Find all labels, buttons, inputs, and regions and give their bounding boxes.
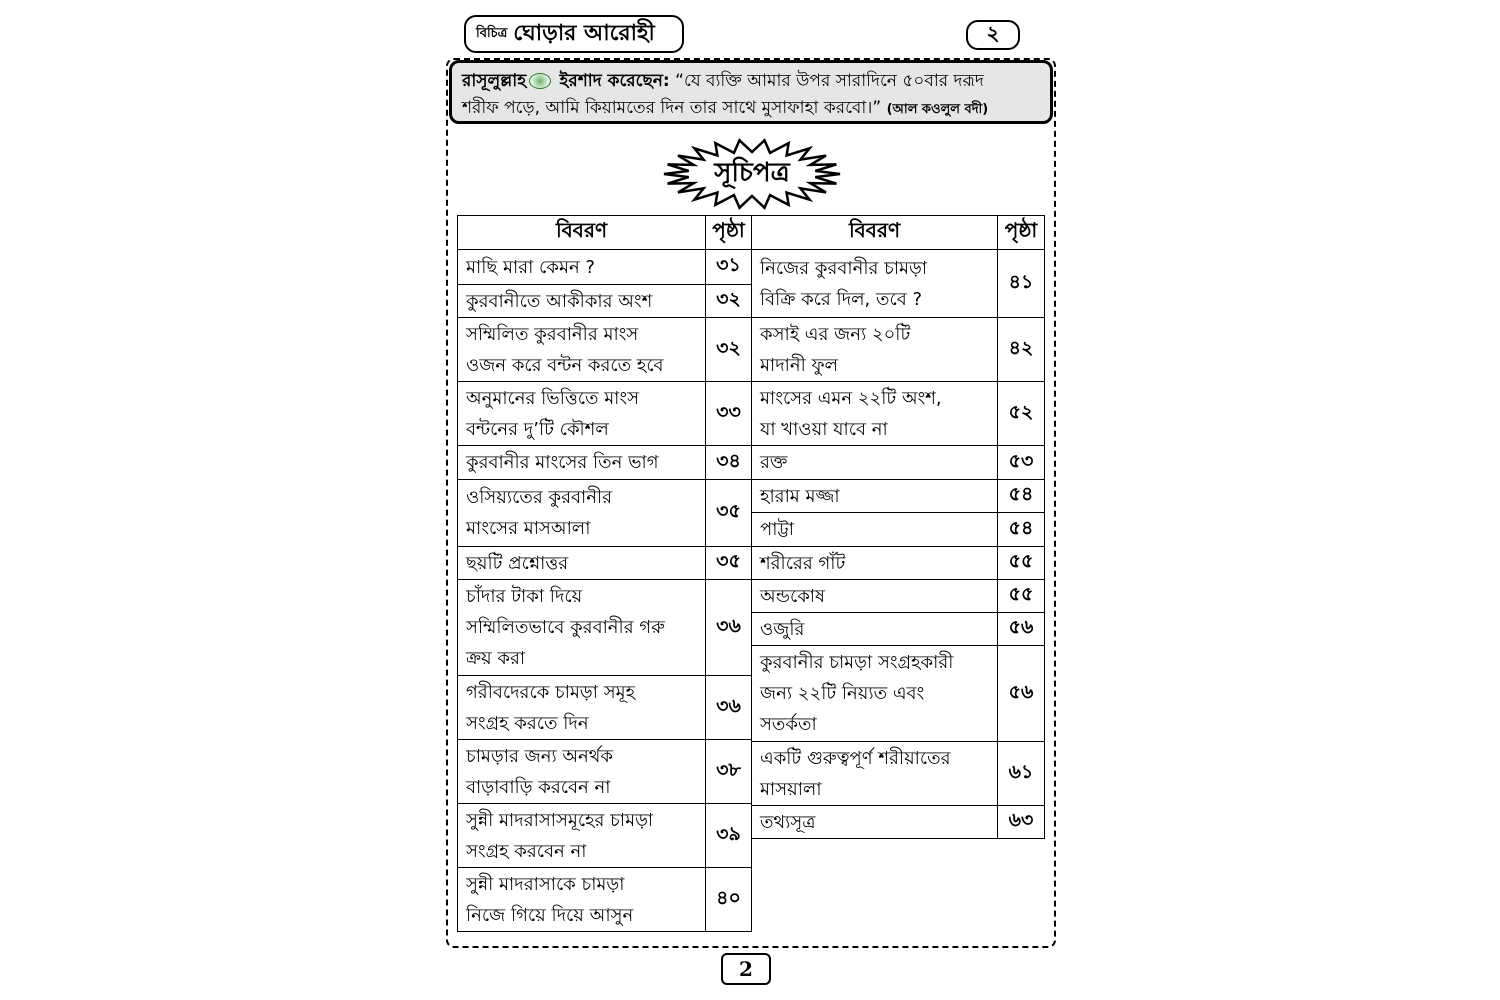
toc-entry-description: [752, 580, 998, 613]
toc-entry-description: [752, 446, 998, 480]
toc-entry-line: শরীরের গাঁট: [760, 552, 846, 574]
toc-entry-description: [458, 868, 706, 932]
toc-entry-description: [752, 318, 998, 382]
toc-entry-page: ৩৪: [706, 446, 752, 480]
toc-entry-line: সম্মিলিতভাবে কুরবানীর গরু: [466, 617, 665, 638]
toc-entry-line: মাংসের এমন ২২টি অংশ,: [760, 387, 942, 409]
toc-entry-line: সংগ্রহ করবেন না: [466, 840, 587, 862]
toc-entry-description: [458, 250, 706, 285]
toc-entry-page: ৩৩: [706, 382, 752, 446]
toc-entry-description: [752, 806, 998, 839]
toc-entry-page: ৩৮: [706, 740, 752, 804]
toc-entry-page: ৬১: [998, 742, 1045, 806]
toc-entry-page: ৩৫: [706, 480, 752, 547]
bottom-page-number: 2: [721, 953, 771, 985]
toc-table-left: [457, 215, 752, 932]
toc-row: [458, 676, 752, 740]
page-column-header: পৃষ্ঠা: [706, 216, 752, 250]
toc-entry-line: ওসিয়্যতের কুরবানীর: [466, 487, 612, 508]
toc-entry-description: [458, 382, 706, 446]
toc-entry-line: একটি গুরুত্বপূর্ণ শরীয়াতের: [760, 747, 951, 769]
toc-entry-page: ৫৫: [998, 547, 1045, 580]
toc-row: [458, 868, 752, 932]
toc-entry-page: ৫৩: [998, 446, 1045, 480]
toc-entry-page: ৩৬: [706, 676, 752, 740]
toc-entry-line: তথ্যসূত্র: [760, 811, 816, 833]
toc-entry-line: বাড়াবাড়ি করবেন না: [466, 776, 611, 798]
book-title-banner: [464, 15, 684, 53]
toc-row: [752, 742, 1045, 806]
toc-entry-description: [458, 318, 706, 382]
toc-row: [752, 250, 1045, 318]
toc-entry-line: সম্মিলিত কুরবানীর মাংস: [466, 323, 639, 345]
toc-title: সূচিপত্র: [714, 158, 790, 188]
toc-entry-page: ৫৬: [998, 613, 1045, 646]
toc-row: [752, 547, 1045, 580]
hadith-speaker: রাসূলুল্লাহ: [462, 71, 527, 91]
toc-entry-line: মাদানী ফুল: [760, 354, 839, 376]
toc-entry-description: [458, 547, 706, 580]
toc-row: [752, 646, 1045, 742]
toc-entry-line: নিজের কুরবানীর চামড়া: [760, 257, 928, 279]
toc-entry-description: [458, 676, 706, 740]
hadith-intro: ইরশাদ করেছেন:: [559, 71, 670, 91]
toc-entry-page: ৩২: [706, 285, 752, 318]
toc-entry-description: [458, 446, 706, 480]
toc-row: [458, 318, 752, 382]
toc-table-right: [751, 215, 1045, 839]
toc-entry-description: [458, 285, 706, 318]
toc-row: [458, 804, 752, 868]
toc-row: [458, 580, 752, 676]
toc-entry-page: ৫৪: [998, 513, 1045, 547]
book-title: ঘোড়ার আরোহী: [513, 20, 655, 46]
toc-entry-page: ৫৪: [998, 480, 1045, 513]
book-title-prefix: বিচিত্র: [476, 25, 508, 41]
toc-entry-line: সতর্কতা: [760, 714, 817, 735]
toc-row: [752, 806, 1045, 839]
toc-entry-line: সংগ্রহ করতে দিন: [466, 712, 589, 734]
hadith-quote-line-2: শরীফ পড়ে, আমি কিয়ামতের দিন তার সাথে মুসাফাহা করবো।”: [462, 98, 882, 118]
description-column-header: বিবরণ: [752, 216, 998, 250]
toc-entry-page: ৫৬: [998, 646, 1045, 742]
toc-entry-page: ৬৩: [998, 806, 1045, 839]
toc-entry-page: ৩১: [706, 250, 752, 285]
toc-row: [458, 382, 752, 446]
toc-row: [458, 547, 752, 580]
toc-entry-line: কসাই এর জন্য ২০টি: [760, 323, 911, 345]
toc-entry-description: [752, 513, 998, 547]
toc-entry-description: [458, 740, 706, 804]
toc-entry-line: জন্য ২২টি নিয়্যত এবং: [760, 683, 925, 704]
toc-entry-line: হারাম মজ্জা: [760, 485, 840, 507]
toc-row: [458, 285, 752, 318]
toc-row: [752, 480, 1045, 513]
salutation-seal-icon: [529, 73, 551, 89]
toc-entry-page: ৩৯: [706, 804, 752, 868]
toc-entry-description: [752, 382, 998, 446]
hadith-reference: (আল কওলুল বদী): [886, 102, 989, 117]
toc-entry-page: ৪০: [706, 868, 752, 932]
toc-entry-line: অনুমানের ভিত্তিতে মাংস: [466, 387, 640, 409]
top-page-number: ২: [966, 20, 1020, 50]
toc-row: [458, 250, 752, 285]
toc-entry-line: যা খাওয়া যাবে না: [760, 418, 888, 440]
toc-entry-page: ৩২: [706, 318, 752, 382]
toc-entry-line: গরীবদেরকে চামড়া সমূহ: [466, 681, 636, 703]
toc-entry-description: [752, 742, 998, 806]
hadith-line-2: [462, 95, 1040, 123]
toc-row: [752, 580, 1045, 613]
toc-entry-line: সুন্নী মাদরাসাকে চামড়া: [466, 873, 625, 895]
toc-entry-line: মাসয়ালা: [760, 778, 822, 800]
toc-row: [752, 613, 1045, 646]
toc-entry-page: ৩৫: [706, 547, 752, 580]
toc-entry-description: [458, 480, 706, 547]
page-column-header: পৃষ্ঠা: [998, 216, 1045, 250]
toc-entry-page: ৫২: [998, 382, 1045, 446]
toc-row: [458, 740, 752, 804]
toc-entry-line: কুরবানীর চামড়া সংগ্রহকারী: [760, 652, 954, 673]
toc-entry-line: সুন্নী মাদরাসাসমূহের চামড়া: [466, 809, 654, 831]
toc-entry-page: ৫৫: [998, 580, 1045, 613]
hadith-box: [449, 60, 1053, 124]
description-column-header: বিবরণ: [458, 216, 706, 250]
toc-entry-line: কুরবানীতে আকীকার অংশ: [466, 290, 653, 312]
toc-entry-line: চামড়ার জন্য অনর্থক: [466, 745, 613, 767]
toc-entry-line: কুরবানীর মাংসের তিন ভাগ: [466, 452, 659, 473]
toc-entry-line: পাট্টা: [760, 519, 795, 540]
toc-entry-description: [752, 613, 998, 646]
toc-entry-line: বিক্রি করে দিল, তবে ?: [760, 288, 923, 310]
toc-header-row: [752, 216, 1045, 250]
toc-header-row: [458, 216, 752, 250]
toc-entry-line: চাঁদার টাকা দিয়ে: [466, 586, 583, 607]
toc-entry-description: [752, 480, 998, 513]
toc-entry-line: বন্টনের দু’টি কৌশল: [466, 418, 609, 440]
toc-entry-line: রক্ত: [760, 452, 788, 473]
toc-entry-description: [752, 646, 998, 742]
toc-entry-line: মাছি মারা কেমন ?: [466, 256, 595, 278]
toc-entry-line: ওজন করে বন্টন করতে হবে: [466, 354, 664, 376]
toc-entry-line: নিজে গিয়ে দিয়ে আসুন: [466, 904, 634, 926]
toc-entry-description: [752, 547, 998, 580]
toc-row: [752, 382, 1045, 446]
toc-entry-line: ক্রয় করা: [466, 648, 526, 669]
toc-entry-description: [458, 580, 706, 676]
toc-entry-page: ৩৬: [706, 580, 752, 676]
toc-title-badge: [662, 138, 842, 210]
toc-entry-description: [752, 250, 998, 318]
hadith-line-1: [462, 68, 1040, 95]
toc-entry-page: ৪২: [998, 318, 1045, 382]
toc-row: [752, 513, 1045, 547]
toc-row: [458, 480, 752, 547]
hadith-quote-line-1: “যে ব্যক্তি আমার উপর সারাদিনে ৫০বার দরূদ: [675, 71, 984, 91]
toc-row: [752, 318, 1045, 382]
toc-entry-description: [458, 804, 706, 868]
toc-entry-line: অন্ডকোষ: [760, 585, 825, 607]
toc-row: [458, 446, 752, 480]
toc-entry-line: মাংসের মাসআলা: [466, 518, 591, 539]
toc-entry-line: ওজুরি: [760, 618, 805, 640]
toc-entry-line: ছয়টি প্রশ্নোত্তর: [466, 552, 569, 574]
toc-row: [752, 446, 1045, 480]
toc-entry-page: ৪১: [998, 250, 1045, 318]
